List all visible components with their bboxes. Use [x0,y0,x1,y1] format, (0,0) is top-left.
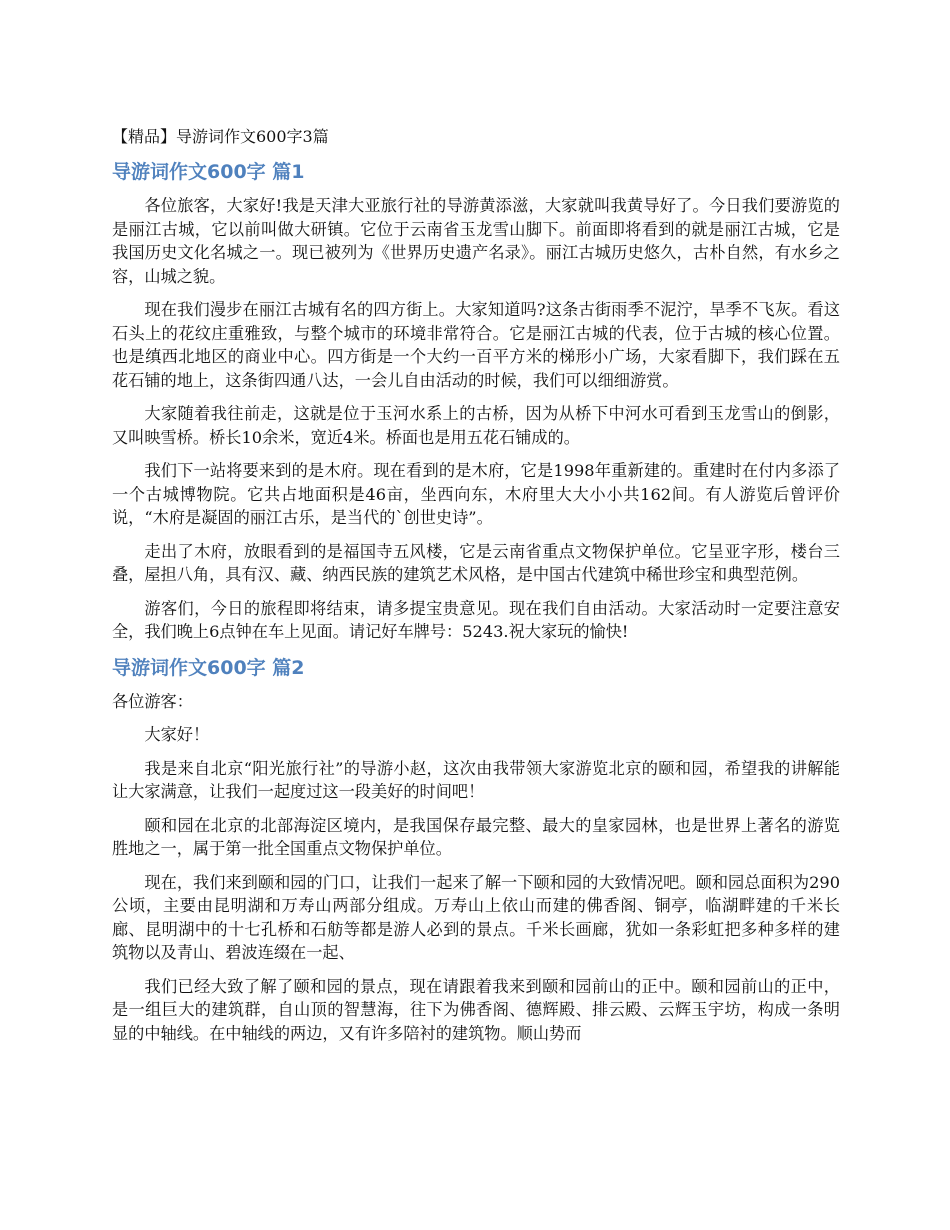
document-page [112,124,840,1055]
paragraph: 各位旅客，大家好!我是天津大亚旅行社的导游黄添滋，大家就叫我黄导好了。今日我们要游览的是丽江古城，它以前叫做大研镇。它位于云南省玉龙雪山脚下。前面即将看到的就是丽江古城，它是我国历史文化名城之一。现已被列为《世界历史遗产名录》。丽江古城历史悠久，古朴自然，有水乡之容，山城之貌。 [112,196,840,286]
paragraph: 游客们，今日的旅程即将结束，请多提宝贵意见。现在我们自由活动。大家活动时一定要注意安全，我们晚上6点钟在车上见面。请记好车牌号：5243.祝大家玩的愉快! [112,598,840,641]
paragraph: 现在我们漫步在丽江古城有名的四方街上。大家知道吗?这条古街雨季不泥泞，旱季不飞灰。看这石头上的花纹庄重雅致，与整个城市的环境非常符合。它是丽江古城的代表，位于古城的核心位置。也是缜西北地区的商业中心。四方街是一个大约一百平方米的梯形小广场，大家看脚下，我们踩在五花石铺的地上，这条街四通八达，一会儿自由活动的时候，我们可以细细游赏。 [112,300,840,390]
section-1-heading: 导游词作文600字 篇1 [112,161,305,183]
paragraph: 我是来自北京“阳光旅行社”的导游小赵，这次由我带领大家游览北京的颐和园，希望我的讲解能让大家满意，让我们一起度过这一段美好的时间吧！ [112,758,840,801]
paragraph: 大家好！ [144,725,210,744]
section-2-heading: 导游词作文600字 篇2 [112,656,305,679]
section-1 [112,158,840,644]
paragraph: 走出了木府，放眼看到的是福国寺五风楼，它是云南省重点文物保护单位。它呈亚字形，楼台三叠，屋担八角，具有汉、藏、纳西民族的建筑艺术风格，是中国古代建筑中稀世珍宝和典型范例。 [112,541,840,584]
document-title: 【精品】导游词作文600字3篇 [112,127,329,146]
paragraph: 颐和园在北京的北部海淀区境内，是我国保存最完整、最大的皇家园林，也是世界上著名的游览胜地之一，属于第一批全国重点文物保护单位。 [112,815,840,858]
paragraph: 我们已经大致了解了颐和园的景点，现在请跟着我来到颐和园前山的正中。颐和园前山的正中，是一组巨大的建筑群，自山顶的智慧海，往下为佛香阁、德辉殿、排云殿、云辉玉宇坊，构成一条明显的中轴线。在中轴线的两边，又有许多陪衬的建筑物。顺山势而 [112,976,840,1043]
paragraph: 我们下一站将要来到的是木府。现在看到的是木府，它是1998年重新建的。重建时在付内多添了一个古城博物院。它共占地面积是46亩，坐西向东，木府里大大小小共162间。有人游览后曾评价说，“木府是凝固的丽江古乐，是当代的`创世史诗”。 [112,461,840,527]
paragraph: 现在，我们来到颐和园的门口，让我们一起来了解一下颐和园的大致情况吧。颐和园总面积为290公顷，主要由昆明湖和万寿山两部分组成。万寿山上依山而建的佛香阁、铜亭，临湖畔建的千米长廊、昆明湖中的十七孔桥和石舫等都是游人必到的景点。千米长画廊，犹如一条彩虹把多种多样的建筑物以及青山、碧波连缀在一起、 [112,872,840,962]
section-2 [112,654,840,1046]
paragraph: 大家随着我往前走，这就是位于玉河水系上的古桥，因为从桥下中河水可看到玉龙雪山的倒影，又叫映雪桥。桥长10余米，宽近4米。桥面也是用五花石铺成的。 [112,404,840,447]
greeting-line: 各位游客： [112,691,193,711]
